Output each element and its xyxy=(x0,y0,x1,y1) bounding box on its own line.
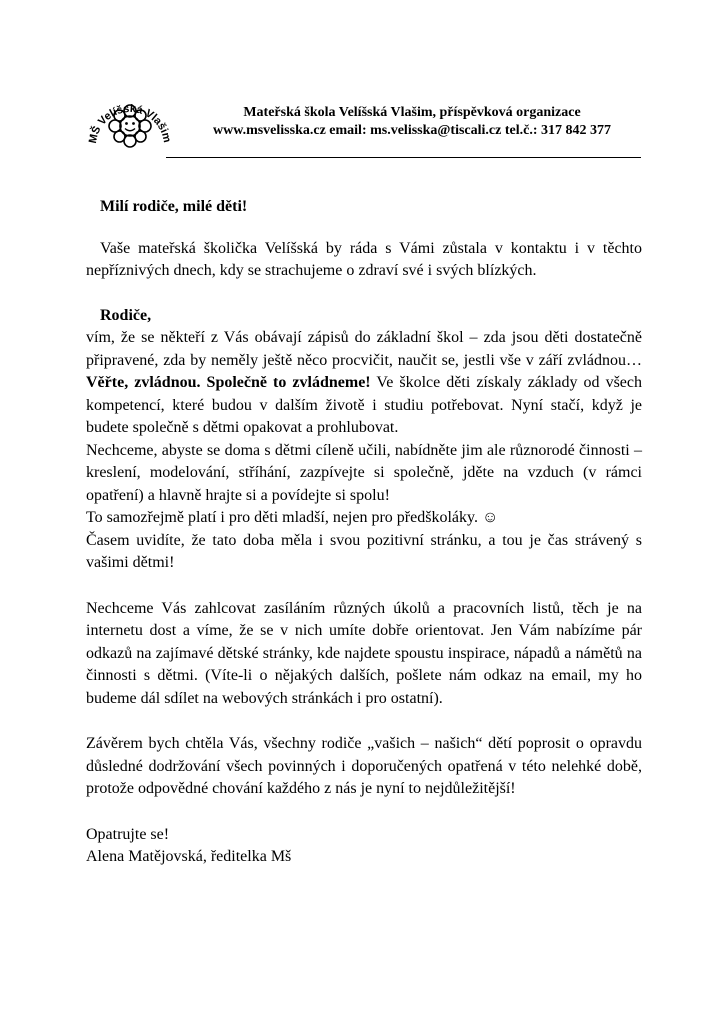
readiness-text-continued: Ve školce děti získaly základy od všech kompetencí, které budou v dalším životě i studiu potřebovat. Nyní stačí, když je budete společně s dětmi opakovat a prohlubovat. xyxy=(86,374,642,436)
paragraph-measures: Závěrem bych chtěla Vás, všechny rodiče „vašich – našich“ dětí poprosit o opravdu důsledné dodržování všech povinných i doporučených opatřená v této nelehké době, protože odpovědné chování každého z nás je nyní to nejdůležitější! xyxy=(86,735,642,797)
sun-face-logo-icon xyxy=(80,88,180,170)
logo-text: MŠ Velíšská Vlašim xyxy=(86,102,173,145)
paragraph-younger-children: To samozřejmě platí i pro děti mladší, nejen pro předškoláky. ☺ xyxy=(86,509,499,526)
paragraph-links: Nechceme Vás zahlcovat zasíláním různých úkolů a pracovních listů, těch je na internetu dost a víme, že se v nich umíte dobře orientovat. Jen Vám nabízíme pár odkazů na zajímavé dětské stránky, kde najdete spoustu inspirace, nápadů a námětů na činnosti s dětmi. (Víte-li o nějakých dalších, pošlete nám odkaz na email, my ho budeme dál sdílet na webových stránkách i pro ostatní). xyxy=(86,599,642,707)
paragraph-activities: Nechceme, abyste se doma s dětmi cíleně učili, nabídněte jim ale různorodé činnosti – kreslení, modelování, stříhání, zazpívejte si společně, jděte na vzduch (v rámci opatření) a hlavně hrajte si a povídejte si spolu! xyxy=(86,441,642,504)
letterhead xyxy=(192,104,632,140)
header-divider xyxy=(166,157,641,158)
letter-body xyxy=(86,196,642,869)
paragraph-positive-side: Časem uvidíte, že tato doba měla i svou pozitivní stránku, a tou je čas strávený s vašimi dětmi! xyxy=(86,531,642,571)
readiness-text: vím, že se někteří z Vás obávají zápisů do základní škol – zda jsou děti dostatečně připravené, zda by neměly ještě něco procvičit, naučit se, jestli vše v září zvládnou… xyxy=(86,329,642,369)
paragraph-readiness xyxy=(86,327,642,440)
org-name: Mateřská škola Velíšská Vlašim, příspěvková organizace xyxy=(243,105,581,120)
contact-line: www.msvelisska.cz email: ms.velisska@tiscali.cz tel.č.: 317 842 377 xyxy=(213,123,611,138)
salutation: Milí rodiče, milé děti! xyxy=(100,198,248,215)
intro-paragraph: Vaše mateřská školička Velíšská by ráda s Vámi zůstala v kontaktu i v těchto nepříznivých dnech, kdy se strachujeme o zdraví své i svých blízkých. xyxy=(86,239,642,279)
signature: Alena Matějovská, ředitelka Mš xyxy=(86,848,292,865)
encouragement-text: Věřte, zvládnou. Společně to zvládneme! xyxy=(86,374,371,391)
closing: Opatrujte se! xyxy=(86,825,170,843)
parents-heading: Rodiče, xyxy=(100,306,152,324)
school-logo xyxy=(80,88,180,170)
